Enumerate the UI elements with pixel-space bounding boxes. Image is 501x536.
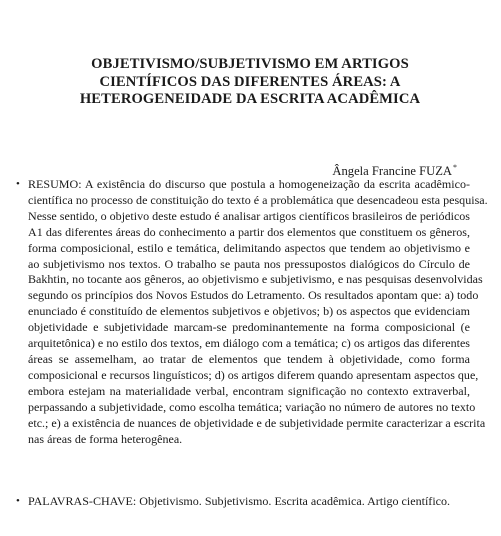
title-line: OBJETIVISMO/SUBJETIVISMO EM ARTIGOS xyxy=(91,56,409,72)
abstract-line: perpassando a subjetividade, como escolha temática; variação no número de autores no texto xyxy=(28,399,476,414)
title-line: CIENTÍFICOS DAS DIFERENTES ÁREAS: A xyxy=(99,73,401,90)
keywords: PALAVRAS-CHAVE: Objetivismo. Subjetivismo. Escrita acadêmica. Artigo científico. xyxy=(28,494,451,508)
paper-title xyxy=(40,56,460,109)
abstract-line: áreas se assemelham, ao tratar de elementos que tendem à objetividade, como forma xyxy=(28,351,470,366)
abstract-line: Bakhtin, no tocante aos gêneros, ao objetivismo e subjetivismo, e nas pesquisas desenvolvidas xyxy=(28,272,483,287)
abstract-line: forma composicional, estilo e temática, delimitando aspectos que tendem ao objetivismo e xyxy=(28,240,470,255)
abstract-line: composicional e recursos linguísticos; d) os artigos diferem quando apresentam aspectos que, xyxy=(28,367,479,382)
abstract-line: objetividade e subjetividade marcam-se predominantemente na forma composicional (e xyxy=(28,320,470,335)
abstract-line: segundo os princípios dos Novos Estudos do Letramento. Os resultados apontam que: a) todo xyxy=(28,288,479,303)
abstract-line: científica no processo de constituição do texto é a problemática que desencadeou esta pesquisa. xyxy=(28,192,488,207)
keywords-bullet-icon: • xyxy=(16,495,20,507)
abstract-line: enunciado é constituído de elementos subjetivos e objetivos; b) os aspectos que evidenciam xyxy=(28,304,470,319)
abstract-line: etc.; e) a existência de nuances de objetividade e de subjetividade permite caracterizar a escrita xyxy=(28,415,486,430)
abstract xyxy=(28,177,488,447)
abstract-line: ao subjetivismo nos textos. O trabalho se pauta nos pressupostos dialógicos do Círculo de xyxy=(28,256,470,271)
author-name: Ângela Francine FUZA xyxy=(332,164,452,178)
title-line: HETEROGENEIDADE DA ESCRITA ACADÊMICA xyxy=(79,91,421,107)
abstract-bullet-icon: • xyxy=(16,178,20,190)
abstract-line: arquitetônica) e no estilo dos textos, em diálogo com a temática; c) os artigos das diferentes xyxy=(28,336,470,351)
abstract-line: RESUMO: A existência do discurso que postula a homogeneização da escrita acadêmico- xyxy=(28,177,470,191)
author-footnote-mark: * xyxy=(453,163,457,172)
abstract-line: embora estejam na materialidade verbal, encontram significação no contexto extraverbal, xyxy=(28,383,470,398)
abstract-line: nas áreas de forma heterogênea. xyxy=(28,431,183,446)
abstract-line: Nesse sentido, o objetivo deste estudo é analisar artigos científicos brasileiros de periódicos xyxy=(28,208,470,223)
abstract-line: A1 das diferentes áreas do conhecimento a partir dos elementos que constituem os gêneros, xyxy=(28,224,470,239)
